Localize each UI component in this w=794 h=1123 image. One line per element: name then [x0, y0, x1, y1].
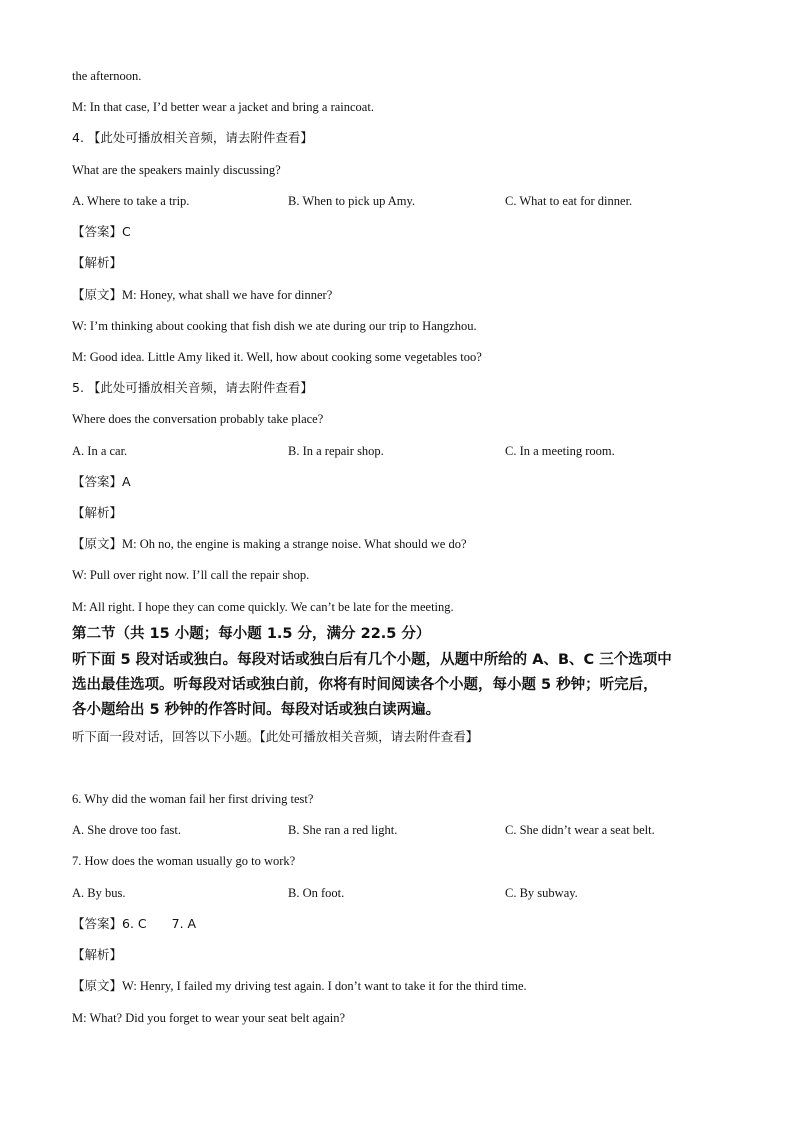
option-a: A. In a car.	[72, 444, 128, 458]
option-c: C. She didn’t wear a seat belt.	[505, 823, 655, 837]
section-heading: 第二节（共 15 小题；每小题 1.5 分，满分 22.5 分）	[72, 626, 431, 642]
question-5-audio-link[interactable]: 5. 【此处可播放相关音频，请去附件查看】	[72, 380, 313, 395]
option-c: C. In a meeting room.	[505, 444, 615, 458]
analysis-label: 【解析】	[72, 505, 123, 520]
option-a: A. Where to take a trip.	[72, 194, 190, 208]
answer-line: 【答案】A	[72, 474, 131, 489]
option-b: B. She ran a red light.	[288, 823, 398, 837]
answer-line: 【答案】C	[72, 224, 131, 239]
option-a: A. She drove too fast.	[72, 823, 182, 837]
question-4-audio-link[interactable]: 4. 【此处可播放相关音频，请去附件查看】	[72, 130, 313, 145]
dialogue-line: M: All right. I hope they can come quickly. We can’t be late for the meeting.	[72, 600, 454, 614]
answer-line: 【答案】6. C 7. A	[72, 916, 197, 931]
question-6-options	[72, 821, 732, 839]
question-5-stem: Where does the conversation probably take place?	[72, 412, 324, 426]
dialogue-line: W: Pull over right now. I’ll call the repair shop.	[72, 568, 310, 582]
question-5-options	[72, 442, 732, 460]
dialogue-line: M: In that case, I’d better wear a jacket and bring a raincoat.	[72, 100, 374, 114]
dialogue-line: M: Good idea. Little Amy liked it. Well, how about cooking some vegetables too?	[72, 350, 482, 364]
transcript-line: 【原文】M: Honey, what shall we have for dinner?	[72, 288, 333, 302]
option-b: B. In a repair shop.	[288, 444, 384, 458]
option-c: C. By subway.	[505, 886, 578, 900]
question-7-stem: 7. How does the woman usually go to work?	[72, 854, 296, 868]
option-b: B. When to pick up Amy.	[288, 194, 416, 208]
transcript-line: 【原文】W: Henry, I failed my driving test again. I don’t want to take it for the third time.	[72, 979, 527, 993]
option-c: C. What to eat for dinner.	[505, 194, 633, 208]
dialogue-line: M: What? Did you forget to wear your seat belt again?	[72, 1011, 346, 1025]
section-instructions: 各小题给出 5 秒钟的作答时间。每段对话或独白读两遍。	[72, 702, 441, 718]
dialogue-line: W: I’m thinking about cooking that fish dish we ate during our trip to Hangzhou.	[72, 319, 477, 333]
dialogue-audio-link[interactable]: 听下面一段对话，回答以下小题。【此处可播放相关音频，请去附件查看】	[72, 729, 479, 744]
question-4-stem: What are the speakers mainly discussing?	[72, 163, 281, 177]
option-a: A. By bus.	[72, 886, 126, 900]
question-7-options	[72, 884, 732, 902]
transcript-line: 【原文】M: Oh no, the engine is making a strange noise. What should we do?	[72, 537, 467, 551]
section-instructions: 听下面 5 段对话或独白。每段对话或独白后有几个小题，从题中所给的 A、B、C 三个选项中	[72, 652, 672, 668]
analysis-label: 【解析】	[72, 947, 123, 962]
question-6-stem: 6. Why did the woman fail her first driving test?	[72, 792, 314, 806]
text-line: the afternoon.	[72, 69, 142, 83]
option-b: B. On foot.	[288, 886, 345, 900]
question-4-options	[72, 192, 732, 210]
section-instructions: 选出最佳选项。听每段对话或独白前，你将有时间阅读各个小题，每小题 5 秒钟；听完后，	[72, 677, 658, 693]
analysis-label: 【解析】	[72, 255, 123, 270]
